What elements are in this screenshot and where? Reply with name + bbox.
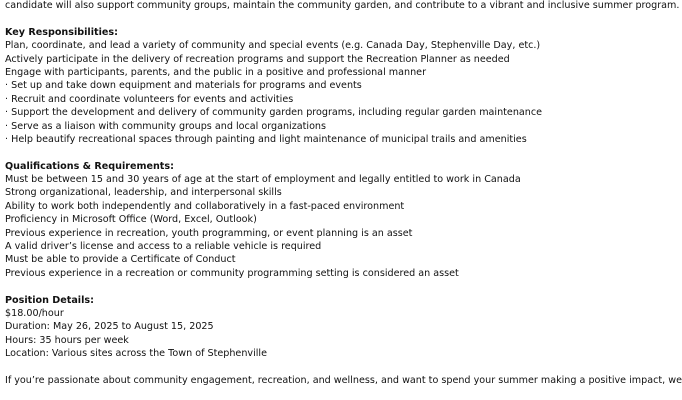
- list-item: Engage with participants, parents, and the public in a positive and professional manner: [5, 66, 427, 78]
- list-item: · Recruit and coordinate volunteers for events and activities: [5, 93, 294, 105]
- list-item: Strong organizational, leadership, and interpersonal skills: [5, 187, 282, 199]
- list-item: Ability to work both independently and collaboratively in a fast-paced environment: [5, 200, 405, 212]
- duration: Duration: May 26, 2025 to August 15, 2025: [5, 321, 214, 333]
- list-item: Proficiency in Microsoft Office (Word, Excel, Outlook): [5, 214, 257, 226]
- list-item: · Serve as a liaison with community groups and local organizations: [5, 120, 327, 132]
- location: Location: Various sites across the Town of Stephenville: [5, 348, 267, 360]
- list-item: · Support the development and delivery of community garden programs, including regular garden maintenance: [5, 107, 543, 119]
- qualifications-list: [5, 173, 600, 280]
- list-item: Must be able to provide a Certificate of Conduct: [5, 254, 236, 266]
- list-item: · Help beautify recreational spaces through painting and light maintenance of municipal trails and amenities: [5, 133, 527, 145]
- spacer: [5, 280, 600, 293]
- list-item: Previous experience in a recreation or community programming setting is considered an asset: [5, 267, 459, 279]
- hours: Hours: 35 hours per week: [5, 334, 129, 346]
- list-item: · Set up and take down equipment and materials for programs and events: [5, 80, 362, 92]
- position-details-list: [5, 307, 600, 361]
- pay-rate: $18.00/hour: [5, 307, 64, 319]
- list-item: Actively participate in the delivery of recreation programs and support the Recreation Planner as needed: [5, 53, 510, 65]
- responsibilities-list: [5, 39, 600, 146]
- spacer: [5, 146, 600, 159]
- responsibilities-heading: Key Responsibilities:: [5, 26, 118, 38]
- list-item: A valid driver’s license and access to a reliable vehicle is required: [5, 241, 322, 253]
- list-item: Plan, coordinate, and lead a variety of community and special events (e.g. Canada Day, Stephenville Day, etc.): [5, 40, 541, 52]
- spacer: [5, 12, 600, 25]
- intro-paragraph-tail: candidate will also support community groups, maintain the community garden, and contribute to a vibrant and inclusive summer program.: [5, 0, 680, 11]
- list-item: Previous experience in recreation, youth programming, or event planning is an asset: [5, 227, 413, 239]
- job-posting-document: [5, 0, 682, 387]
- qualifications-heading: Qualifications & Requirements:: [5, 160, 174, 172]
- closing-paragraph: If you’re passionate about community engagement, recreation, and wellness, and want to spend your summer making a positive impact, we: [5, 374, 682, 386]
- position-details-heading: Position Details:: [5, 294, 94, 306]
- list-item: Must be between 15 and 30 years of age at the start of employment and legally entitled to work in Canada: [5, 174, 521, 186]
- spacer: [5, 361, 600, 374]
